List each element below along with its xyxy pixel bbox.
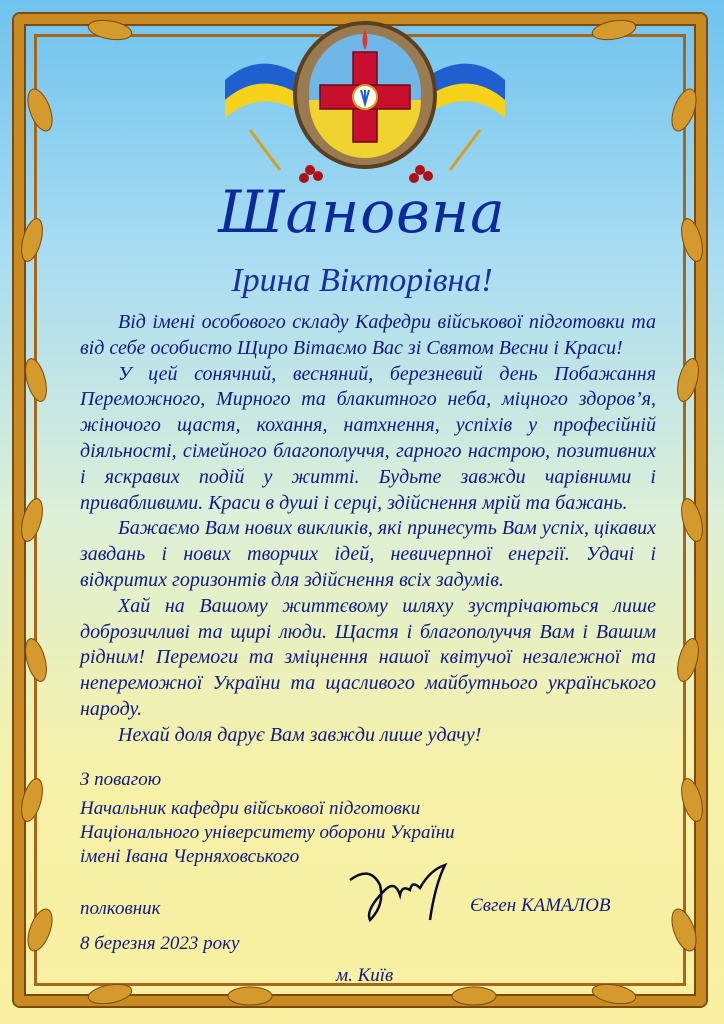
greeting-title: Шановна [218,178,506,246]
emblem-cross-icon [220,20,510,185]
position-line: Начальник кафедри військової підготовки [80,798,421,819]
regards-line: З повагою [80,769,162,790]
letter-body [80,310,656,749]
paragraph: Хай на Вашому життєвому шляху зустрічаються лише доброзичливі та щирі люди. Щастя і благополуччя Вам і Вашим рідним! Перемоги та зміцнення нашої квітучої незалежної та непереможної України та щасливого майбутнього українського народу. [80,594,656,720]
rank-label: полковник [80,898,161,919]
signer-name: Євген КАМАЛОВ [470,895,611,916]
city-label: м. Київ [336,965,394,986]
recipient-name: Ірина Вікторівна! [231,262,493,299]
paragraph: Бажаємо Вам нових викликів, які принесуть Вам успіх, цікавих завдань і нових творчих ідей, невичерпної енергії. Удачі і відкритих горизонтів для здійснення всіх задумів. [80,517,656,591]
paragraph: У цей сонячний, весняний, березневий день Побажання Переможного, Мирного та блакитного неба, міцного здоров’я, жіночого щастя, кохання, натхнення, успіхів у професійній діяльності, сімейного благополуччя, гарного настрою, позитивних і яскравих подій у житті. Будьте завжди чарівними і привабливими. Краси в душі і серці, здійснення мрій та бажань. [80,362,656,514]
handwritten-signature [340,860,470,930]
paragraph: Нехай доля дарує Вам завжди лише удачу! [118,723,482,746]
date-line: 8 березня 2023 року [80,933,240,954]
paragraph: Від імені особового складу Кафедри військової підготовки та від себе особисто Щиро Вітаємо Вас зі Святом Весни і Краси! [80,311,656,359]
position-line: імені Івана Черняховського [80,846,300,867]
position-line: Національного університету оборони України [80,822,455,843]
